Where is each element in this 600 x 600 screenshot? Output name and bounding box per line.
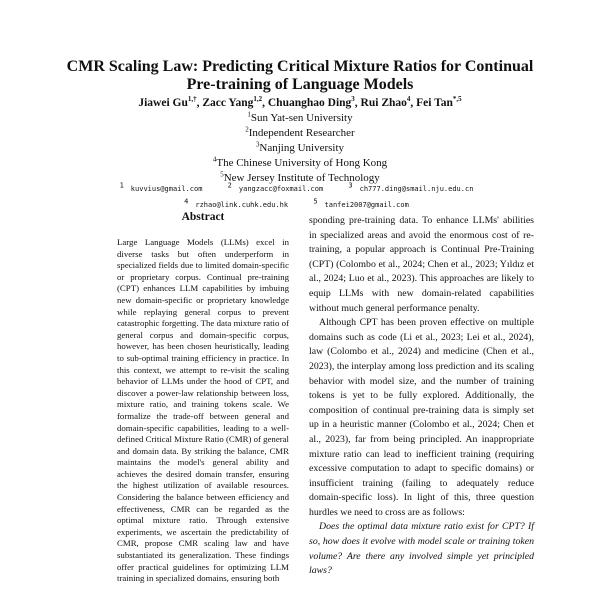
email-list bbox=[60, 181, 540, 213]
affiliation: $^1$Sun Yat-sen University bbox=[247, 110, 353, 124]
intro-paragraph: Although CPT has been proven effective on multiple domains such as code (Li et al., 2023; Lei et al., 2024), law (Colombo et al., 2024) and medicine (Chen et al., 2023), the interplay among loss prediction and its scaling behavior with model size, and the number of training tokens is yet to be fully explored. Additionally, the composition of continual pre-training data is simply set up in a heuristic manner (Colombo et al., 2024; Chen et al., 2023), far from being principled. An inappropriate mixture ratio can lead to inefficient training (requiring excessive computation to adapt to specific domains) or insufficient training (failing to adequately reduce domain-specific loss). In light of this, three question hurdles we need to cross are as follows: bbox=[309, 317, 534, 518]
author-list: Jiawei $Gu^{1,\dagger}$, Zacc Yang$^{1,2}$, Chuanghao Ding$^3$, Rui Zhao$^4$, Fei Tan$^{*,5}$ bbox=[138, 95, 462, 109]
abstract-text: Large Language Models (LLMs) excel in diverse tasks but often underperform in specialized fields due to limited domain-specific or proprietary corpus. Continual pre-training (CPT) enhances LLM capabilities by imbuing new domain-specific or proprietary knowledge while replaying general corpus to prevent catastrophic forgetting. The data mixture ratio of general corpus and domain-specific corpus, however, has been chosen heuristically, leading to sub-optimal training efficiency in practice. In this context, we attempt to re-visit the scaling behavior of LLMs under the hood of CPT, and discover a power-law relationship between loss, mixture ratio, and training tokens scale. We formalize the trade-off between general and domain-specific capabilities, leading to a well-defined Critical Mixture Ratio (CMR) of general and domain data. By striking the balance, CMR maintains the model's general ability and achieves the desired domain transfer, ensuring the highest utilization of available resources. Considering the balance between efficiency and effectiveness, CMR can be regarded as the optimal mixture ratio. Through extensive experiments, we ascertain the predictability of CMR, propose CMR scaling law and have substantiated its generalization. These findings offer practical guidelines for optimizing LLM training in specialized domains, ensuring both bbox=[117, 237, 289, 584]
affiliation: $^2$Independent Researcher bbox=[245, 125, 355, 139]
email: $^4$ rzhao@link.cuhk.edu.hk bbox=[184, 197, 289, 209]
email: $^1$ kuvvius@gmail.com bbox=[119, 181, 203, 193]
email: $^3$ ch777.ding@smail.nju.edu.cn bbox=[348, 181, 474, 193]
author: Rui Zhao$^4$ bbox=[360, 95, 411, 109]
affiliation: $^5$New Jersey Institute of Technology bbox=[220, 170, 380, 184]
introduction-column bbox=[309, 214, 534, 579]
paper-title: CMR Scaling Law: Predicting Critical Mixture Ratios for Continual Pre-training of Language Models bbox=[66, 58, 534, 93]
abstract-column bbox=[117, 237, 289, 585]
email: $^2$ yangzacc@foxmail.com bbox=[227, 181, 324, 193]
affiliation: $^3$Nanjing University bbox=[255, 140, 345, 154]
affiliation-list bbox=[100, 111, 500, 186]
abstract-heading: Abstract bbox=[181, 211, 225, 223]
affiliation: $^4$The Chinese University of Hong Kong bbox=[212, 155, 388, 169]
author: Zacc Yang$^{1,2}$ bbox=[202, 95, 263, 109]
author: Jiawei $Gu^{1,\dagger}$ bbox=[138, 95, 197, 109]
email: $^5$ tanfei2007@gmail.com bbox=[313, 197, 409, 209]
research-question: Does the optimal data mixture ratio exist for CPT? If so, how does it evolve with model scale or training token volume? Are there any involved simple yet principled laws? bbox=[309, 521, 534, 577]
intro-paragraph: sponding pre-training data. To enhance LLMs' abilities in specialized areas and avoid the enormous cost of re-training, a popular approach is Continual Pre-Training (CPT) (Colombo et al., 2024; Chen et al., 2023; Yıldız et al., 2024; Luo et al., 2023). This approaches are likely to equip LLMs with new domain-related capabilities without much general performance penalty. bbox=[309, 215, 534, 314]
author: Fei Tan$^{*,5}$ bbox=[416, 95, 462, 109]
author: Chuanghao Ding$^3$ bbox=[267, 95, 355, 109]
